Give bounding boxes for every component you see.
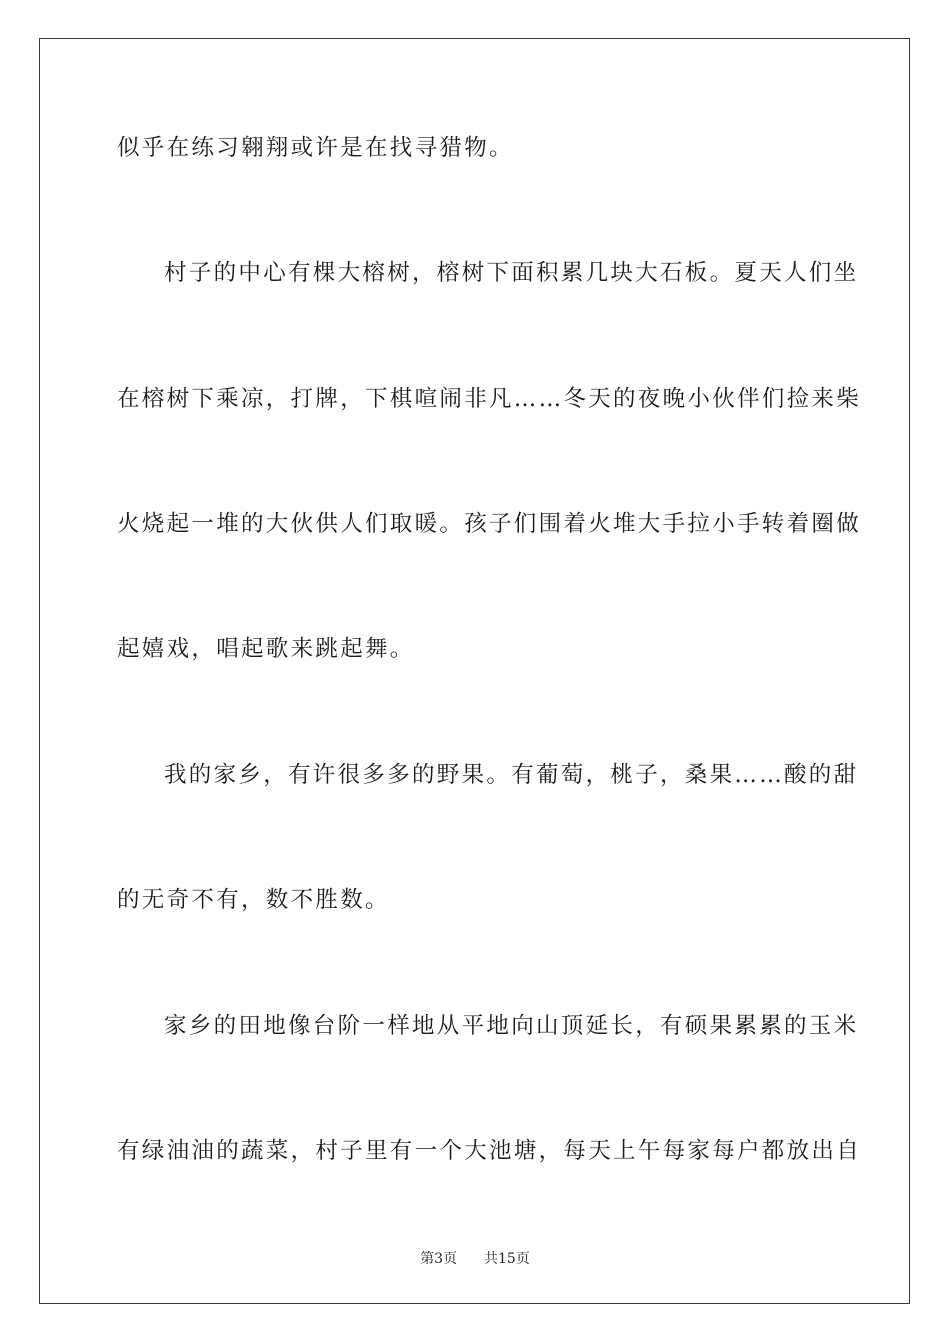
- text-line-7: 的无奇不有，数不胜数。: [117, 887, 390, 913]
- page-number: 第3页: [420, 1251, 458, 1267]
- text-line-1: 似乎在练习翱翔或许是在找寻猎物。: [117, 135, 514, 161]
- text-line-2: 村子的中心有棵大榕树，榕树下面积累几块大石板。夏天人们坐: [164, 260, 859, 286]
- text-line-5: 起嬉戏，唱起歌来跳起舞。: [117, 636, 415, 662]
- text-line-6: 我的家乡，有许很多多的野果。有葡萄，桃子，桑果……酸的甜: [164, 762, 859, 788]
- page-border: [39, 38, 910, 1304]
- text-line-3: 在榕树下乘凉，打牌，下棋喧闹非凡……冬天的夜晚小伙伴们捡来柴: [117, 386, 862, 412]
- page-total: 共15页: [484, 1251, 530, 1267]
- text-line-4: 火烧起一堆的大伙供人们取暖。孩子们围着火堆大手拉小手转着圈做: [117, 511, 862, 537]
- text-line-9: 有绿油油的蔬菜，村子里有一个大池塘，每天上午每家每户都放出自: [117, 1138, 862, 1164]
- page-footer: [0, 1248, 950, 1268]
- text-line-8: 家乡的田地像台阶一样地从平地向山顶延长，有硕果累累的玉米: [164, 1013, 859, 1039]
